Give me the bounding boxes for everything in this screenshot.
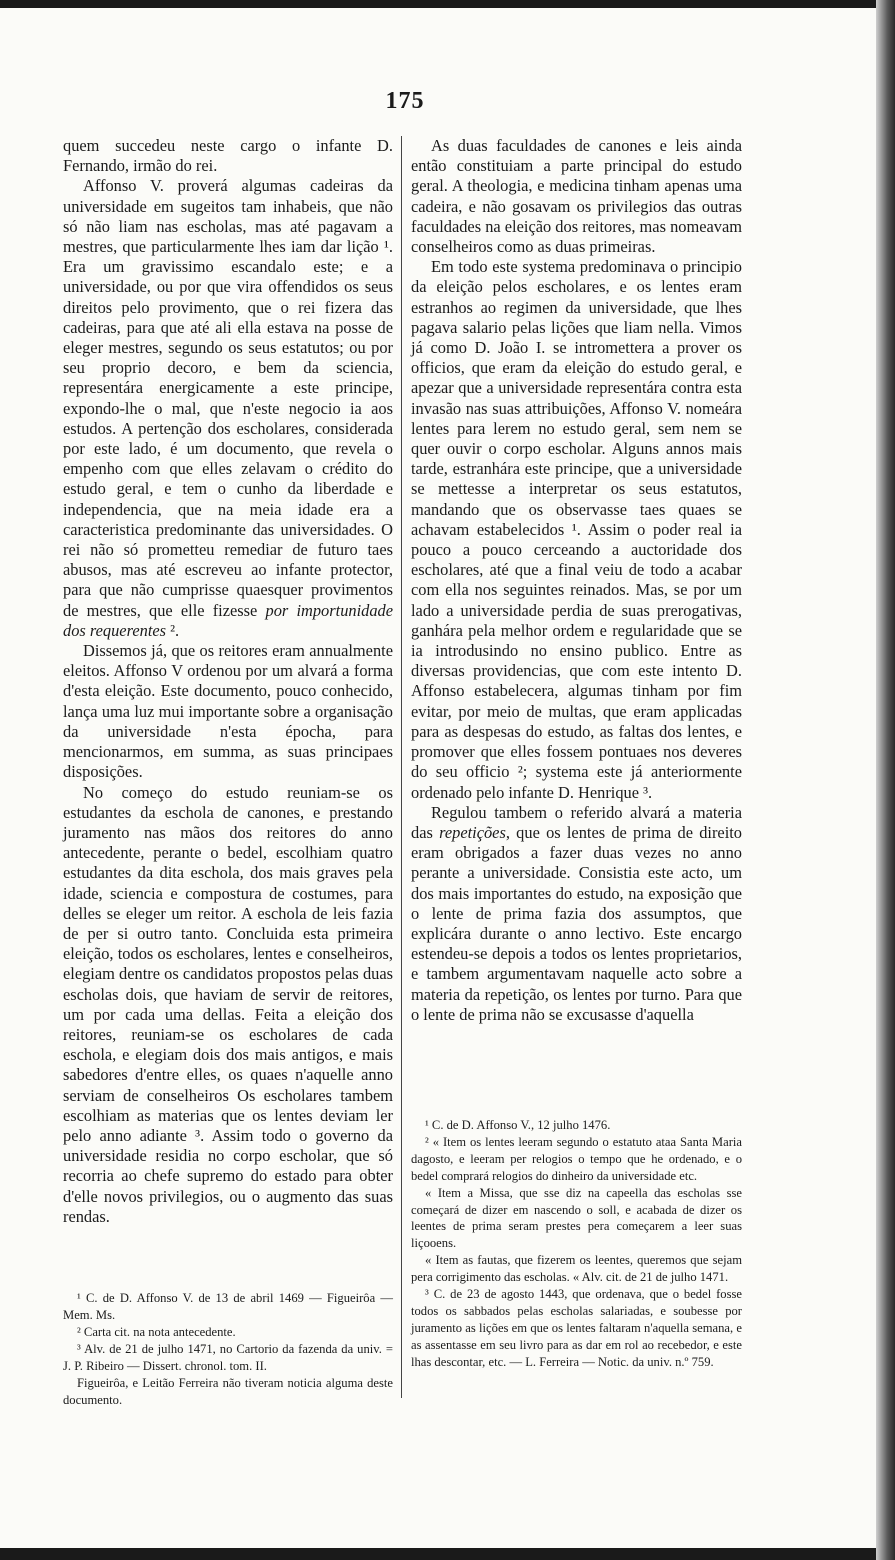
left-paragraph-1: quem succedeu neste cargo o infante D. Fernando, irmão do rei.	[63, 136, 393, 176]
right-paragraph-2: Em todo este systema predominava o principio da eleição pelos escholares, e os lentes eram estranhos ao regimen da universidade, que lhes pagava salario pelas lições que liam nella. Vimos já como D. João I. se intromettera a prover os officios, que eram da eleição do estudo geral, e apezar que a universidade representára contra esta invasão nas suas attribuições, Affonso V. nomeára lentes para lerem no estudo geral, sem nem se quer ouvir o corpo escholar. Alguns annos mais tarde, estranhára este principe, que a universidade se mettesse a interpretar os seus estatutos, mandando que os observasse taes quaes se achavam estabelecidos ¹. Assim o poder real ia pouco a pouco cerceando a auctoridade dos escholares, até que a final veiu de todo a acabar com ella nos seguintes reinados. Mas, se por um lado a universidade perdia de suas prerogativas, ganhára pela melhor ordem e regularidade que se ia introdusindo no ensino publico. Entre as diversas providencias, que com este intento D. Affonso estabelecera, algumas tinham por fim evitar, por meio de multas, que eram applicadas para as despesas do estudo, as faltas dos lentes, e promover que elles fossem pontuaes nos deveres do seu officio ²; systema este já anteriormente ordenado pelo infante D. Henrique ³.	[411, 257, 742, 802]
right-paragraph-1: As duas faculdades de canones e leis ainda então constituiam a parte principal do estudo geral. A theologia, e medicina tinham apenas uma cadeira, e não gosavam os privilegios das outras faculdades na eleição dos reitores, mas nomeavam conselheiros como as duas primeiras.	[411, 136, 742, 257]
footnote-left-1: ¹ C. de D. Affonso V. de 13 de abril 1469 — Figueirôa — Mem. Ms.	[63, 1291, 393, 1322]
footnote-left-2: ² Carta cit. na nota antecedente.	[77, 1325, 236, 1339]
italic-phrase: por importunidade dos requerentes	[63, 600, 393, 640]
left-column	[63, 136, 393, 1227]
book-spine-edge	[876, 0, 895, 1560]
footnote-left-4: Figueirôa, e Leitão Ferreira não tiveram noticia alguma deste documento.	[63, 1376, 393, 1407]
footnote-right-3: « Item a Missa, que sse diz na capeella das escholas sse começará de dizer em nascendo o soll, e acabada de dizer os leentes de prima seram prestes pera começarem a leer suas liçooens.	[411, 1185, 742, 1251]
footnote-right-2: ² « Item os lentes leeram segundo o estatuto ataa Santa Maria dagosto, e leeram per relogios o tempo que he ordenado, e o bedel comprará relogios do dinheiro da universidade etc.	[411, 1134, 742, 1183]
footnote-right-5: ³ C. de 23 de agosto 1443, que ordenava, que o bedel fosse todos os sabbados pelas escholas salariadas, e soubesse por juramento as lições em que os lentes faltaram n'aquella semana, e as assentasse em seu livro para as dar em rol ao recebedor, e este lhas descontar, etc. — L. Ferreira — Notic. da univ. n.º 759.	[411, 1287, 742, 1369]
column-divider	[401, 136, 402, 1398]
footnotes-left	[63, 1290, 393, 1409]
right-column	[411, 136, 742, 1025]
footnote-left-3: ³ Alv. de 21 de julho 1471, no Cartorio da fazenda da univ. = J. P. Ribeiro — Dissert. chronol. tom. II.	[63, 1342, 393, 1373]
right-paragraph-3: Regulou tambem o referido alvará a materia das repetições, que os lentes de prima de direito eram obrigados a fazer duas vezes no anno perante a universidade. Consistia este acto, um dos mais importantes do estudo, na exposição que o lente de prima fazia dos assumptos, que explicára durante o anno lectivo. Este encargo estendeu-se depois a todos os lentes proprietarios, e tambem argumentavam naquelle acto sobre a materia da repetição, os lentes por turno. Para que o lente de prima não se excusasse d'aquella	[411, 802, 742, 1024]
left-paragraph-3: Dissemos já, que os reitores eram annualmente eleitos. Affonso V ordenou por um alvará a forma d'esta eleição. Este documento, pouco conhecido, lança uma luz mui importante sobre a organisação da universidade n'esta épocha, para mencionarmos, em summa, as suas principaes disposições.	[63, 641, 393, 782]
left-paragraph-2: Affonso V. proverá algumas cadeiras da universidade em sugeitos tam inhabeis, que não só não liam nas escholas, mas até pagavam a mestres, que particularmente lhes iam dar lição ¹. Era um gravissimo escandalo este; e a universidade, ou por que vira offendidos os seus direitos pelo provimento, que o rei fizera das cadeiras, para que até ali ella estava na posse de eleger mestres, segundo os seus estatutos; ou por seu proprio decoro, e bem da sciencia, representára energicamente a este principe, expondo-lhe o mal, que n'este negocio ia aos estudos. A pertenção dos escholares, considerada por este lado, é um documento, que revela o empenho com que elles zelavam o crédito do estudo geral, e tem o cunho da liberdade e independencia, que na meia idade era a caracteristica predominante das universidades. O rei não só prometteu remediar de futuro taes abusos, mas até escreveu ao infante protector, para que não cumprisse quaesquer provimentos de mestres, que elle fizesse por importunidade dos requerentes ².	[63, 176, 393, 640]
left-paragraph-4: No começo do estudo reuniam-se os estudantes da eschola de canones, e prestando juramento nas mãos dos reitores do anno antecedente, perante o bedel, escolhiam quatro estudantes da dita eschola, dos mais graves pela idade, sciencia e compostura de costumes, para delles se eleger um reitor. A eschola de leis fazia de per si outro tanto. Concluida esta primeira eleição, todos os escholares, lentes e conselheiros, elegiam dentre os candidatos propostos pelas duas escholas dois, que haviam de servir de reitores, um por cada uma dellas. Feita a eleição dos reitores, reuniam-se os escholares de cada eschola, e elegiam dois dos mais antigos, e mais sabedores d'entre elles, os quaes n'aquelle anno serviam de conselheiros Os escholares tambem escolhiam as materias que os lentes deviam ler pelo anno adiante ³. Assim todo o governo da universidade residia no corpo escholar, que só recorria ao chefe supremo do estado para obter d'elle novos privilegios, ou o augmento das suas rendas.	[63, 782, 393, 1226]
italic-phrase: repetições	[439, 822, 506, 842]
footnote-right-4: « Item as fautas, que fizerem os leentes, queremos que sejam pera corrigimento das escholas. « Alv. cit. de 21 de julho 1471.	[411, 1253, 742, 1285]
page-number: 175	[385, 88, 425, 114]
footnotes-right	[411, 1117, 742, 1371]
footnote-right-1: ¹ C. de D. Affonso V., 12 julho 1476.	[425, 1118, 611, 1132]
book-page	[0, 8, 876, 1548]
